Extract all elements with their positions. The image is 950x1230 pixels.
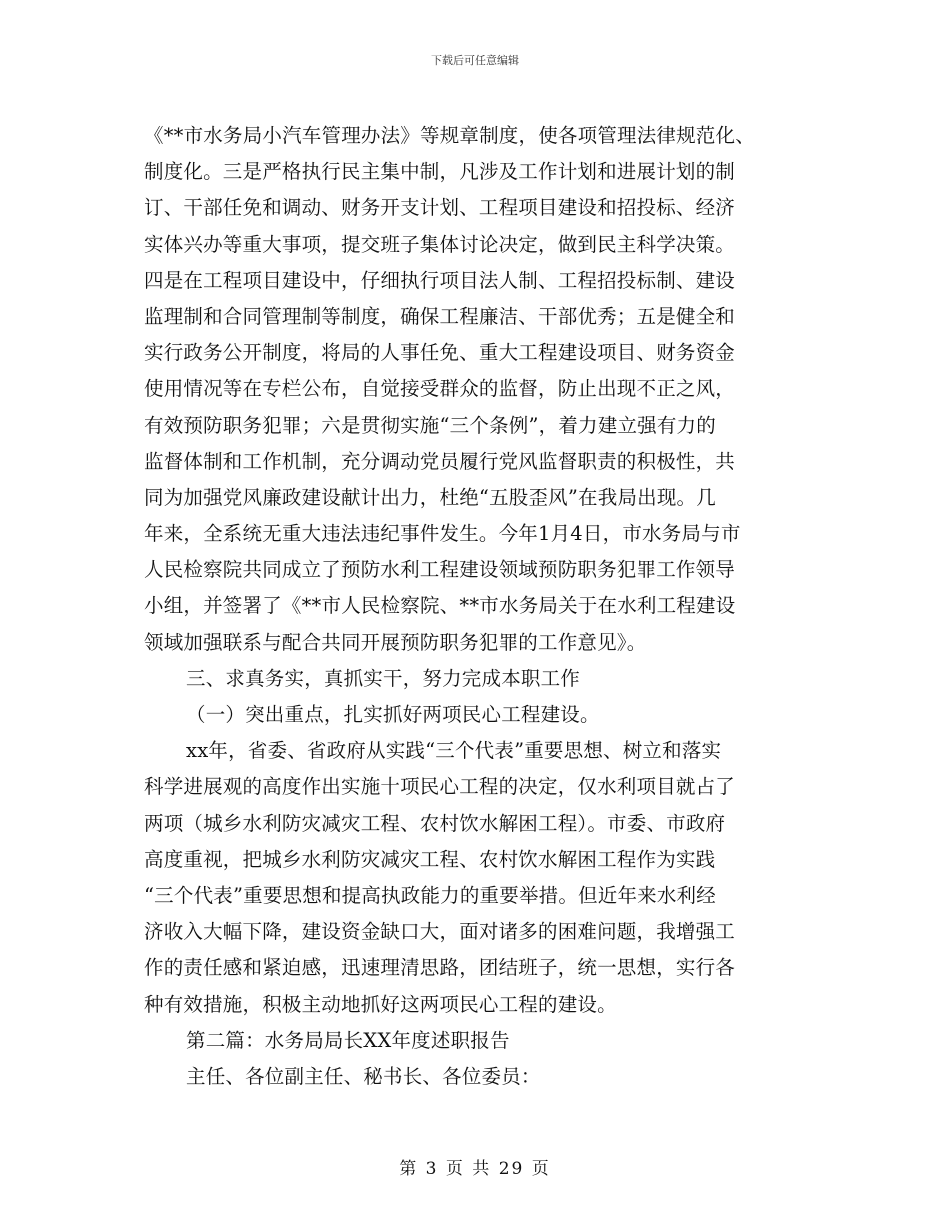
text-line: 《**市水务局小汽车管理办法》等规章制度，使各项管理法律规范化、 bbox=[144, 124, 755, 147]
text-line: 有效预防职务犯罪；六是贯彻实施“三个条例”，着力建立强有力的 bbox=[144, 413, 716, 437]
text-line: 作的责任感和紧迫感，迅速理清思路，团结班子，统一思想，实行各 bbox=[144, 956, 736, 980]
text-line: 同为加强党风廉政建设献计出力，杜绝“五股歪风”在我局出现。几 bbox=[144, 485, 716, 509]
document-body bbox=[144, 118, 814, 1095]
text-line: 四是在工程项目建设中，仔细执行项目法人制、工程招投标制、建设 bbox=[144, 268, 736, 292]
text-line: 小组，并签署了《**市人民检察院、**市水务局关于在水利工程建设 bbox=[144, 594, 736, 618]
text-line: 两项（城乡水利防灾减灾工程、农村饮水解困工程）。市委、市政府 bbox=[144, 811, 726, 835]
page-number: 第 3 页 共 29 页 bbox=[399, 1159, 551, 1179]
text-line: “三个代表”重要思想和提高执政能力的重要举措。但近年来水利经 bbox=[144, 883, 716, 907]
text-line: 订、干部任免和调动、财务开支计划、工程项目建设和招投标、经济 bbox=[144, 196, 736, 220]
text-line: 监督体制和工作机制，充分调动党员履行党风监督职责的积极性，共 bbox=[144, 449, 736, 473]
text-line: 科学进展观的高度作出实施十项民心工程的决定，仅水利项目就占了 bbox=[144, 775, 736, 799]
text-line: 实行政务公开制度，将局的人事任免、重大工程建设项目、财务资金 bbox=[144, 341, 736, 365]
text-line: 监理制和合同管理制等制度，确保工程廉洁、干部优秀；五是健全和 bbox=[144, 304, 736, 328]
text-line: xx年，省委、省政府从实践“三个代表”重要思想、树立和落实 bbox=[186, 739, 722, 763]
page-header: 下载后可任意编辑 bbox=[431, 54, 519, 67]
text-line: 领域加强联系与配合共同开展预防职务犯罪的工作意见》。 bbox=[144, 630, 647, 654]
text-line: 人民检察院共同成立了预防水利工程建设领域预防职务犯罪工作领导 bbox=[144, 558, 736, 582]
chapter-title: 第二篇：水务局局长XX年度述职报告 bbox=[186, 1028, 510, 1052]
text-line: 种有效措施，积极主动地抓好这两项民心工程的建设。 bbox=[144, 992, 617, 1016]
text-line: 济收入大幅下降，建设资金缺口大，面对诸多的困难问题，我增强工 bbox=[144, 920, 736, 944]
text-line: 使用情况等在专栏公布，自觉接受群众的监督，防止出现不正之风， bbox=[144, 377, 736, 401]
text-line: 制度化。三是严格执行民主集中制，凡涉及工作计划和进展计划的制 bbox=[144, 160, 736, 184]
text-line: 年来，全系统无重大违法违纪事件发生。今年1月4日，市水务局与市 bbox=[144, 522, 741, 546]
salutation: 主任、各位副主任、秘书长、各位委员： bbox=[186, 1064, 541, 1088]
text-line: 实体兴办等重大事项，提交班子集体讨论决定，做到民主科学决策。 bbox=[144, 232, 736, 256]
section-heading: 三、求真务实，真抓实干，努力完成本职工作 bbox=[186, 666, 581, 690]
text-line: 高度重视，把城乡水利防灾减灾工程、农村饮水解困工程作为实践 bbox=[144, 847, 716, 871]
subsection-heading: （一）突出重点，扎实抓好两项民心工程建设。 bbox=[186, 703, 600, 726]
